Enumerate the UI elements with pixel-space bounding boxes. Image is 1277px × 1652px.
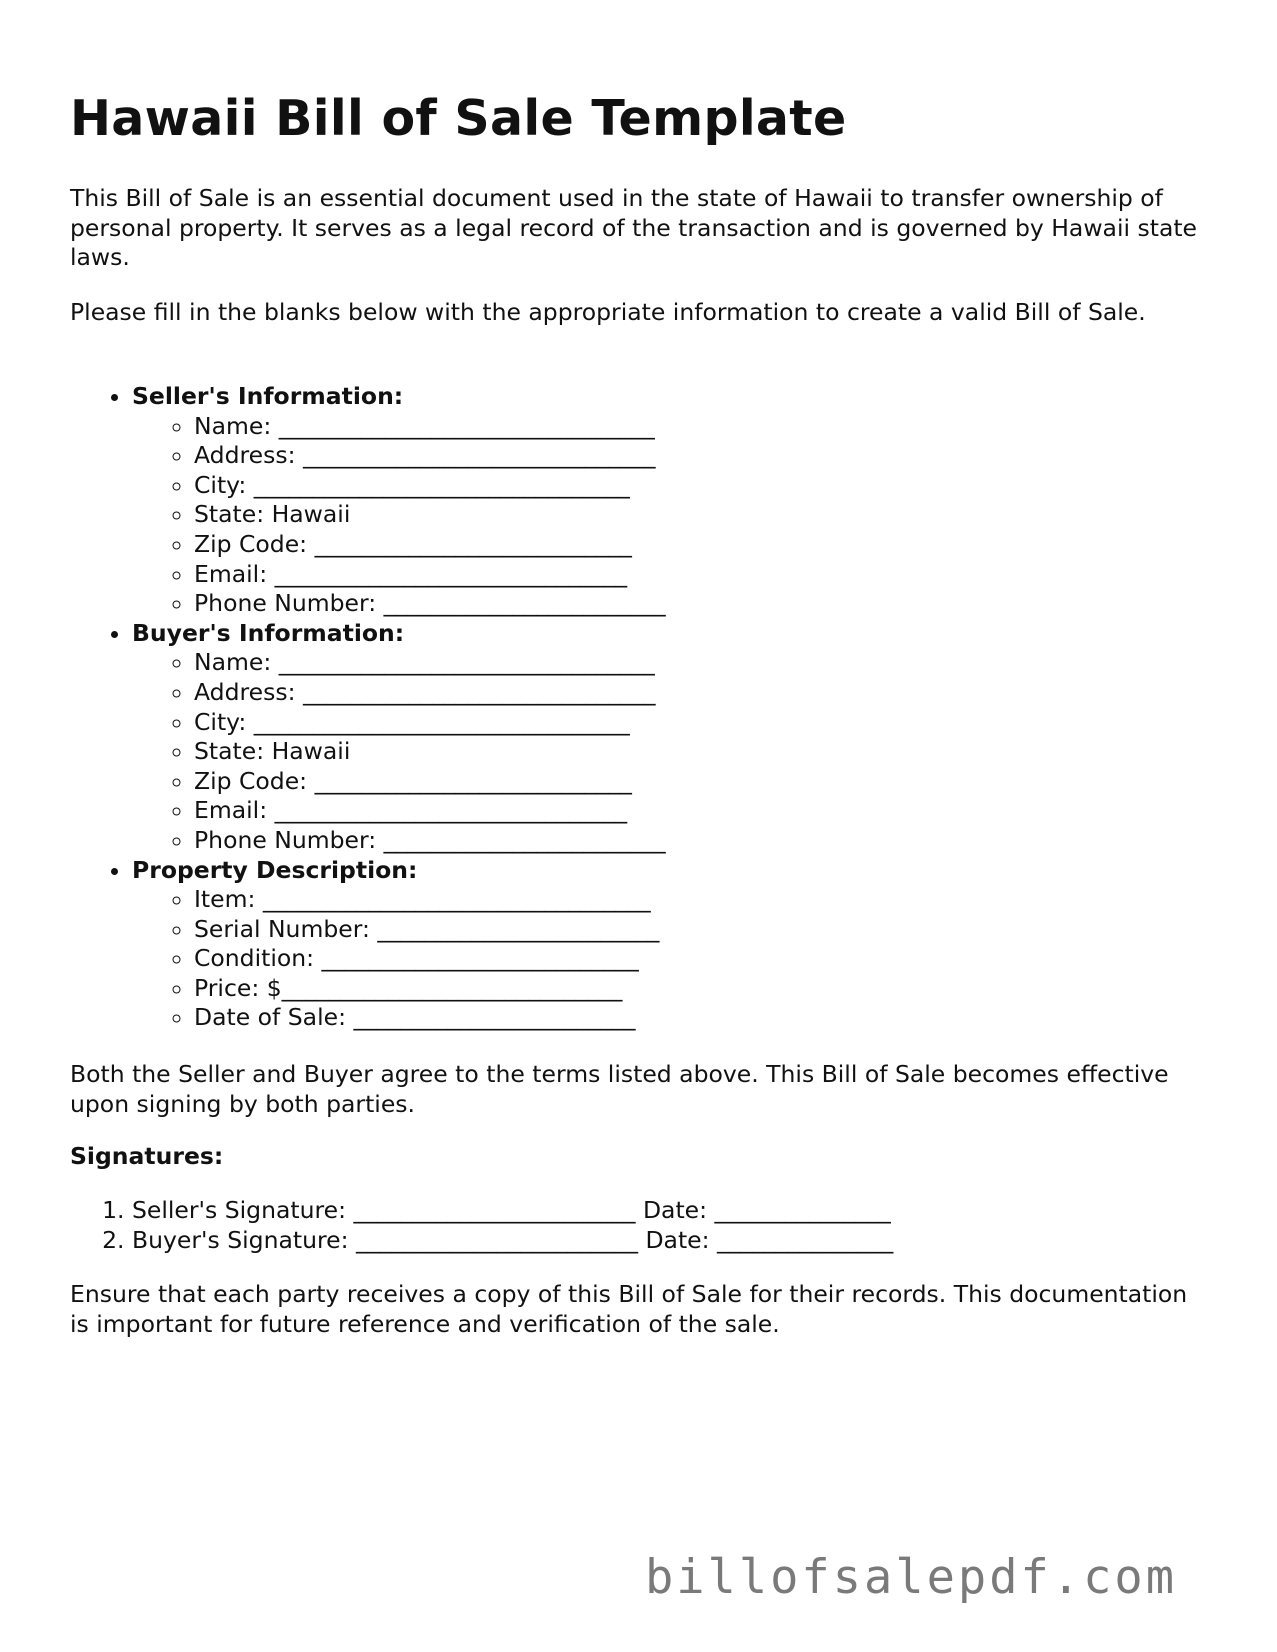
buyer-name-field: ◦ Name: ________________________________ (194, 648, 666, 678)
seller-section-heading: Seller's Information: (132, 382, 404, 410)
buyer-email-field: ◦ Email: ______________________________ (194, 796, 666, 826)
seller-phone-field: ◦ Phone Number: ________________________ (194, 589, 666, 619)
seller-email-field: ◦ Email: ______________________________ (194, 560, 666, 590)
buyer-city-field: ◦ City: ________________________________ (194, 708, 666, 738)
property-item-field: ◦ Item: _________________________________ (194, 885, 666, 915)
agreement-paragraph: Both the Seller and Buyer agree to the terms listed above. This Bill of Sale becomes effective upon signing by both parties. (70, 1060, 1169, 1118)
buyer-section (132, 619, 666, 856)
signatures-heading: Signatures: (70, 1142, 224, 1170)
buyer-phone-field: ◦ Phone Number: ________________________ (194, 826, 666, 856)
buyer-state-field: ◦ State: Hawaii (194, 737, 666, 767)
property-date-field: ◦ Date of Sale: ________________________ (194, 1003, 666, 1033)
site-watermark: billofsalepdf.com (644, 1550, 1177, 1605)
property-fields-list (132, 885, 666, 1033)
seller-state-field: ◦ State: Hawaii (194, 500, 666, 530)
buyer-section-heading: Buyer's Information: (132, 618, 405, 647)
property-section (132, 856, 666, 1034)
buyer-zip-field: ◦ Zip Code: ___________________________ (194, 767, 666, 797)
buyer-fields-list (132, 648, 666, 855)
property-price-field: ◦ Price: $_____________________________ (194, 974, 666, 1004)
intro-paragraph: This Bill of Sale is an essential document used in the state of Hawaii to transfer ownership of personal property. It serves as a legal record of the transaction and is governed by Hawaii state laws. (70, 184, 1198, 272)
seller-address-field: ◦ Address: ______________________________ (194, 441, 666, 471)
signatures-list (70, 1196, 893, 1255)
page-title: Hawaii Bill of Sale Template (70, 90, 847, 147)
seller-fields-list (132, 412, 666, 619)
seller-signature-line: 1. Seller's Signature: ________________________ Date: _______________ (132, 1196, 893, 1226)
property-serial-field: ◦ Serial Number: ________________________ (194, 915, 666, 945)
instructions-paragraph: Please fill in the blanks below with the appropriate information to create a valid Bill of Sale. (70, 298, 1146, 326)
records-paragraph: Ensure that each party receives a copy of this Bill of Sale for their records. This documentation is important for future reference and verification of the sale. (70, 1280, 1188, 1338)
seller-section (132, 382, 666, 619)
property-section-heading: Property Description: (132, 855, 418, 884)
form-sections-list (70, 382, 666, 1033)
seller-city-field: ◦ City: ________________________________ (194, 471, 666, 501)
seller-name-field: ◦ Name: ________________________________ (194, 412, 666, 442)
buyer-address-field: ◦ Address: ______________________________ (194, 678, 666, 708)
property-condition-field: ◦ Condition: ___________________________ (194, 944, 666, 974)
buyer-signature-line: 2. Buyer's Signature: ________________________ Date: _______________ (132, 1226, 893, 1256)
seller-zip-field: ◦ Zip Code: ___________________________ (194, 530, 666, 560)
